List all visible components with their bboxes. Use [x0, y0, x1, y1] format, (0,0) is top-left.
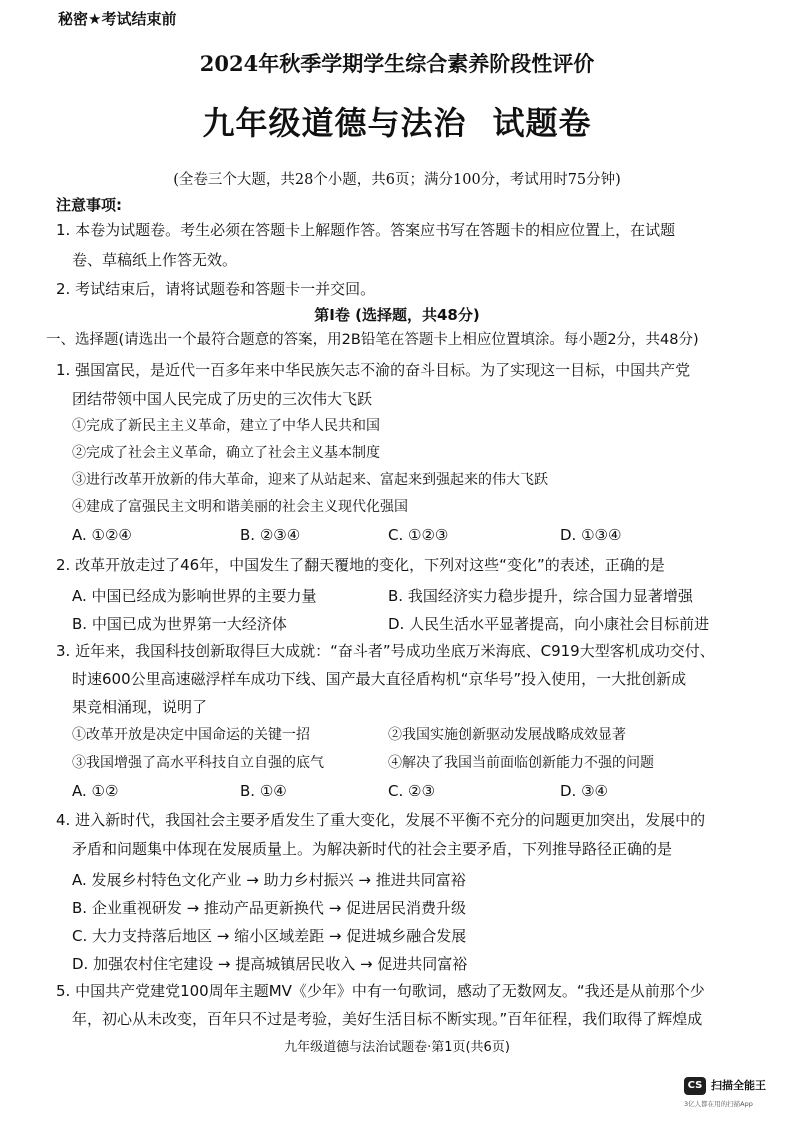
scanner-name: 扫描全能王: [711, 1079, 766, 1092]
q5-stem-line-2: 年，初心从未改变，百年只不过是考验，美好生活目标不断实现。”百年征程，我们取得了辉煌成: [72, 1010, 703, 1028]
q3-stem-line-2: 时速600公里高速磁浮样车成功下线、国产最大直径盾构机“京华号”投入使用，一大批创新成: [72, 670, 687, 688]
q2-option-d: D. 人民生活水平显著提高，向小康社会目标前进: [388, 615, 710, 633]
q3-option-c: C. ②③: [388, 782, 435, 800]
q3-option-a: A. ①②: [72, 782, 119, 800]
section-instruction: 一、选择题(请选出一个最符合题意的答案，用2B铅笔在答题卡上相应位置填涂。每小题2分，共48分): [46, 332, 699, 348]
q2-option-a: A. 中国已经成为影响世界的主要力量: [72, 587, 317, 605]
section-title: 第Ⅰ卷 (选择题，共48分): [314, 306, 480, 324]
q1-item-2: ②完成了社会主义革命，确立了社会主义基本制度: [72, 445, 380, 461]
q1-option-d: D. ①③④: [560, 526, 622, 544]
q2-option-b: B. 我国经济实力稳步提升，综合国力显著增强: [388, 587, 693, 605]
q4-stem-line-2: 矛盾和问题集中体现在发展质量上。为解决新时代的社会主要矛盾，下列推导路径正确的是: [72, 840, 673, 858]
q1-option-b: B. ②③④: [240, 526, 301, 544]
q1-item-1: ①完成了新民主主义革命，建立了中华人民共和国: [72, 418, 380, 434]
scanner-slogan: 3亿人都在用的扫描App: [684, 1100, 753, 1108]
q3-stem-line-1: 3. 近年来，我国科技创新取得巨大成就：“奋斗者”号成功坐底万米海底、C919大型客机成功交付、: [56, 642, 715, 660]
exam-subject: 九年级道德与法治: [202, 104, 467, 142]
q3-option-d: D. ③④: [560, 782, 608, 800]
q4-option-c: C. 大力支持落后地区 → 缩小区域差距 → 促进城乡融合发展: [72, 927, 467, 945]
q3-option-b: B. ①④: [240, 782, 287, 800]
scanner-logo-icon: CS: [684, 1077, 706, 1095]
note-1-line-2: 卷、草稿纸上作答无效。: [72, 251, 238, 269]
note-1-line-1: 1. 本卷为试题卷。考生必须在答题卡上解题作答。答案应书写在答题卡的相应位置上，在试题: [56, 221, 676, 239]
page-footer: 九年级道德与法治试题卷·第1页(共6页): [284, 1040, 510, 1055]
q3-item-4: ④解决了我国当前面临创新能力不强的问题: [388, 755, 654, 771]
exam-series-title: 2024年秋季学期学生综合素养阶段性评价: [199, 51, 595, 76]
q1-option-a: A. ①②④: [72, 526, 132, 544]
confidential-label: 秘密★考试结束前: [58, 10, 177, 28]
scanner-watermark: [684, 1077, 788, 1117]
exam-paper-title: [0, 98, 794, 144]
q3-item-2: ②我国实施创新驱动发展战略成效显著: [388, 727, 626, 743]
note-2: 2. 考试结束后，请将试题卷和答题卡一并交回。: [56, 280, 376, 298]
q4-stem-line-1: 4. 进入新时代，我国社会主要矛盾发生了重大变化，发展不平衡不充分的问题更加突出，发展中的: [56, 811, 706, 829]
q1-option-c: C. ①②③: [388, 526, 449, 544]
q3-item-3: ③我国增强了高水平科技自立自强的底气: [72, 755, 324, 771]
q1-stem-line-2: 团结带领中国人民完成了历史的三次伟大飞跃: [72, 390, 373, 408]
q4-option-a: A. 发展乡村特色文化产业 → 助力乡村振兴 → 推进共同富裕: [72, 871, 466, 889]
q1-item-4: ④建成了富强民主文明和谐美丽的社会主义现代化强国: [72, 499, 408, 515]
q2-stem: 2. 改革开放走过了46年，中国发生了翻天覆地的变化，下列对这些“变化”的表述，正确的是: [56, 556, 665, 574]
notes-heading: 注意事项:: [56, 196, 122, 214]
exam-info: (全卷三个大题，共28个小题，共6页；满分100分，考试用时75分钟): [173, 172, 621, 188]
q5-stem-line-1: 5. 中国共产党建党100周年主题MV《少年》中有一句歌词，感动了无数网友。“我还是从前那个少: [56, 982, 705, 1000]
q3-item-1: ①改革开放是决定中国命运的关键一招: [72, 727, 310, 743]
q4-option-b: B. 企业重视研发 → 推动产品更新换代 → 促进居民消费升级: [72, 899, 467, 917]
exam-paper-type: 试题卷: [492, 104, 592, 142]
q1-stem-line-1: 1. 强国富民，是近代一百多年来中华民族矢志不渝的奋斗目标。为了实现这一目标，中国共产党: [56, 361, 691, 379]
q2-option-c: B. 中国已成为世界第一大经济体: [72, 615, 287, 633]
q4-option-d: D. 加强农村住宅建设 → 提高城镇居民收入 → 促进共同富裕: [72, 955, 468, 973]
q3-stem-line-3: 果竞相涌现，说明了: [72, 698, 208, 716]
q1-item-3: ③进行改革开放新的伟大革命，迎来了从站起来、富起来到强起来的伟大飞跃: [72, 472, 548, 488]
